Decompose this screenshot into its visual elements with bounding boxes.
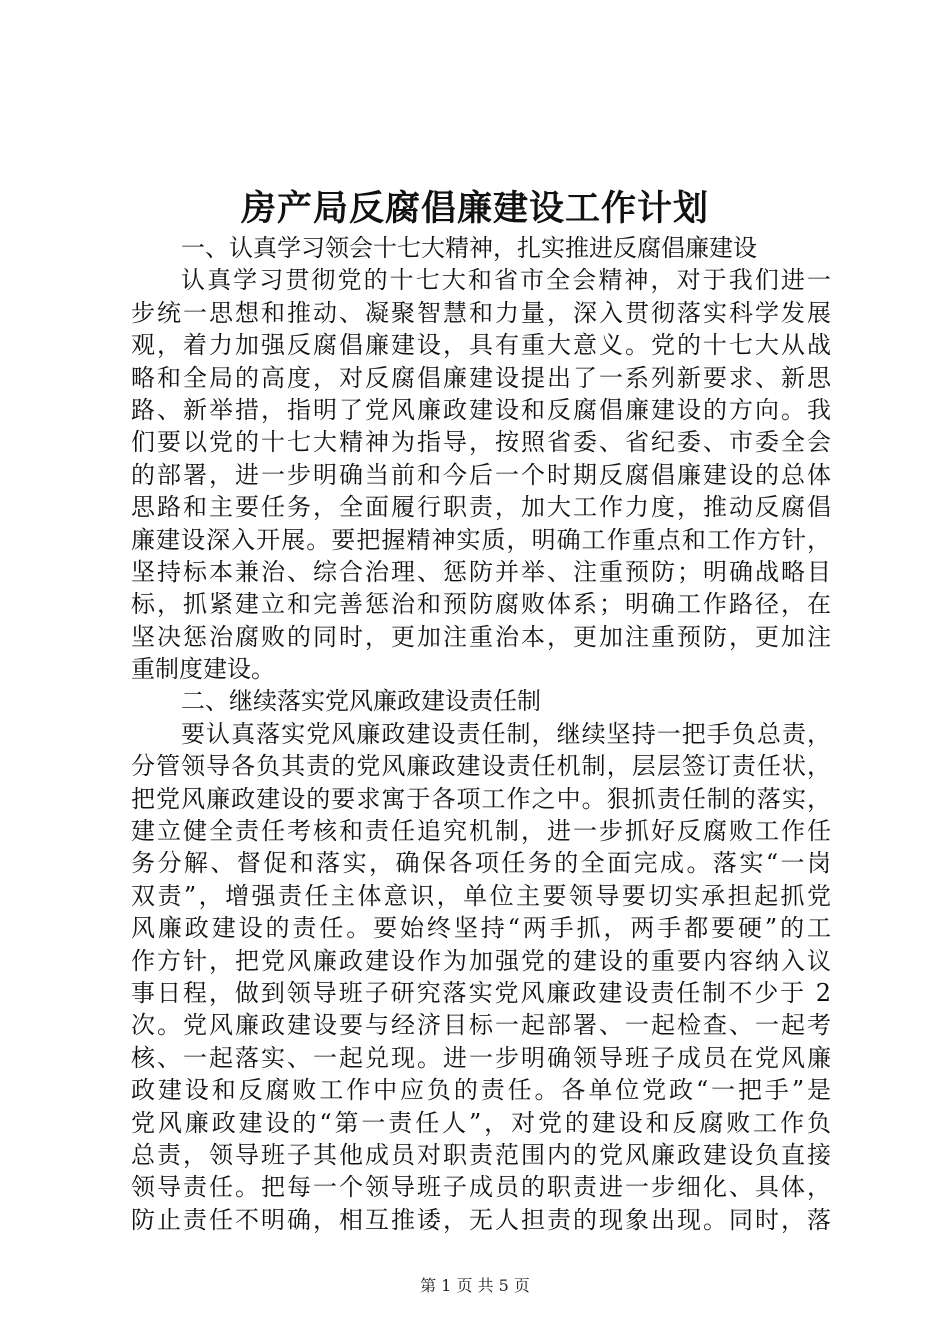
paragraph-line: 作方针，把党风廉政建设作为加强党的建设的重要内容纳入议: [131, 946, 831, 975]
paragraph-line: 事日程，做到领导班子研究落实党风廉政建设责任制不少于 2: [131, 978, 831, 1007]
paragraph-line: 略和全局的高度，对反腐倡廉建设提出了一系列新要求、新思: [131, 363, 831, 392]
paragraph-line: 的部署，进一步明确当前和今后一个时期反腐倡廉建设的总体: [131, 460, 831, 489]
paragraph-line: 步统一思想和推动、凝聚智慧和力量，深入贯彻落实科学发展: [131, 298, 831, 327]
paragraph-line: 风廉政建设的责任。要始终坚持“两手抓，两手都要硬”的工: [131, 914, 831, 943]
paragraph-line: 坚决惩治腐败的同时，更加注重治本，更加注重预防，更加注: [131, 622, 831, 651]
paragraph-line: 双责”，增强责任主体意识，单位主要领导要切实承担起抓党: [131, 881, 831, 910]
paragraph-line: 领导责任。把每一个领导班子成员的职责进一步细化、具体，: [131, 1173, 831, 1202]
paragraph-line: 建立健全责任考核和责任追究机制，进一步抓好反腐败工作任: [131, 817, 831, 846]
paragraph-line: 认真学习贯彻党的十七大和省市全会精神，对于我们进一: [181, 266, 831, 295]
paragraph-line: 次。党风廉政建设要与经济目标一起部署、一起检查、一起考: [131, 1011, 831, 1040]
paragraph-line: 思路和主要任务，全面履行职责，加大工作力度，推动反腐倡: [131, 493, 831, 522]
paragraph-line: 防止责任不明确，相互推诿，无人担责的现象出现。同时，落: [131, 1205, 831, 1234]
paragraph-line: 重制度建设。: [131, 655, 275, 684]
paragraph-line: 观，着力加强反腐倡廉建设，具有重大意义。党的十七大从战: [131, 331, 831, 360]
paragraph-line: 党风廉政建设的“第一责任人”，对党的建设和反腐败工作负: [131, 1108, 831, 1137]
section-heading-2: 二、继续落实党风廉政建设责任制: [181, 687, 541, 716]
document-body: [131, 232, 831, 1236]
paragraph-line: 务分解、督促和落实，确保各项任务的全面完成。落实“一岗: [131, 849, 831, 878]
paragraph-line: 要认真落实党风廉政建设责任制，继续坚持一把手负总责，: [181, 719, 831, 748]
paragraph-line: 核、一起落实、一起兑现。进一步明确领导班子成员在党风廉: [131, 1043, 831, 1072]
paragraph-line: 廉建设深入开展。要把握精神实质，明确工作重点和工作方针，: [131, 525, 831, 554]
paragraph-line: 标，抓紧建立和完善惩治和预防腐败体系；明确工作路径，在: [131, 590, 831, 619]
paragraph-line: 总责，领导班子其他成员对职责范围内的党风廉政建设负直接: [131, 1140, 831, 1169]
paragraph-line: 路、新举措，指明了党风廉政建设和反腐倡廉建设的方向。我: [131, 395, 831, 424]
document-title: 房产局反腐倡廉建设工作计划: [240, 188, 709, 229]
section-heading-1: 一、认真学习领会十七大精神，扎实推进反腐倡廉建设: [181, 234, 757, 262]
page-footer: 第 1 页 共 5 页: [420, 1276, 530, 1295]
paragraph-line: 把党风廉政建设的要求寓于各项工作之中。狠抓责任制的落实，: [131, 784, 831, 813]
paragraph-line: 坚持标本兼治、综合治理、惩防并举、注重预防；明确战略目: [131, 557, 831, 586]
paragraph-line: 分管领导各负其责的党风廉政建设责任机制，层层签订责任状，: [131, 752, 831, 781]
paragraph-line: 政建设和反腐败工作中应负的责任。各单位党政“一把手”是: [131, 1076, 831, 1105]
paragraph-line: 们要以党的十七大精神为指导，按照省委、省纪委、市委全会: [131, 428, 831, 457]
